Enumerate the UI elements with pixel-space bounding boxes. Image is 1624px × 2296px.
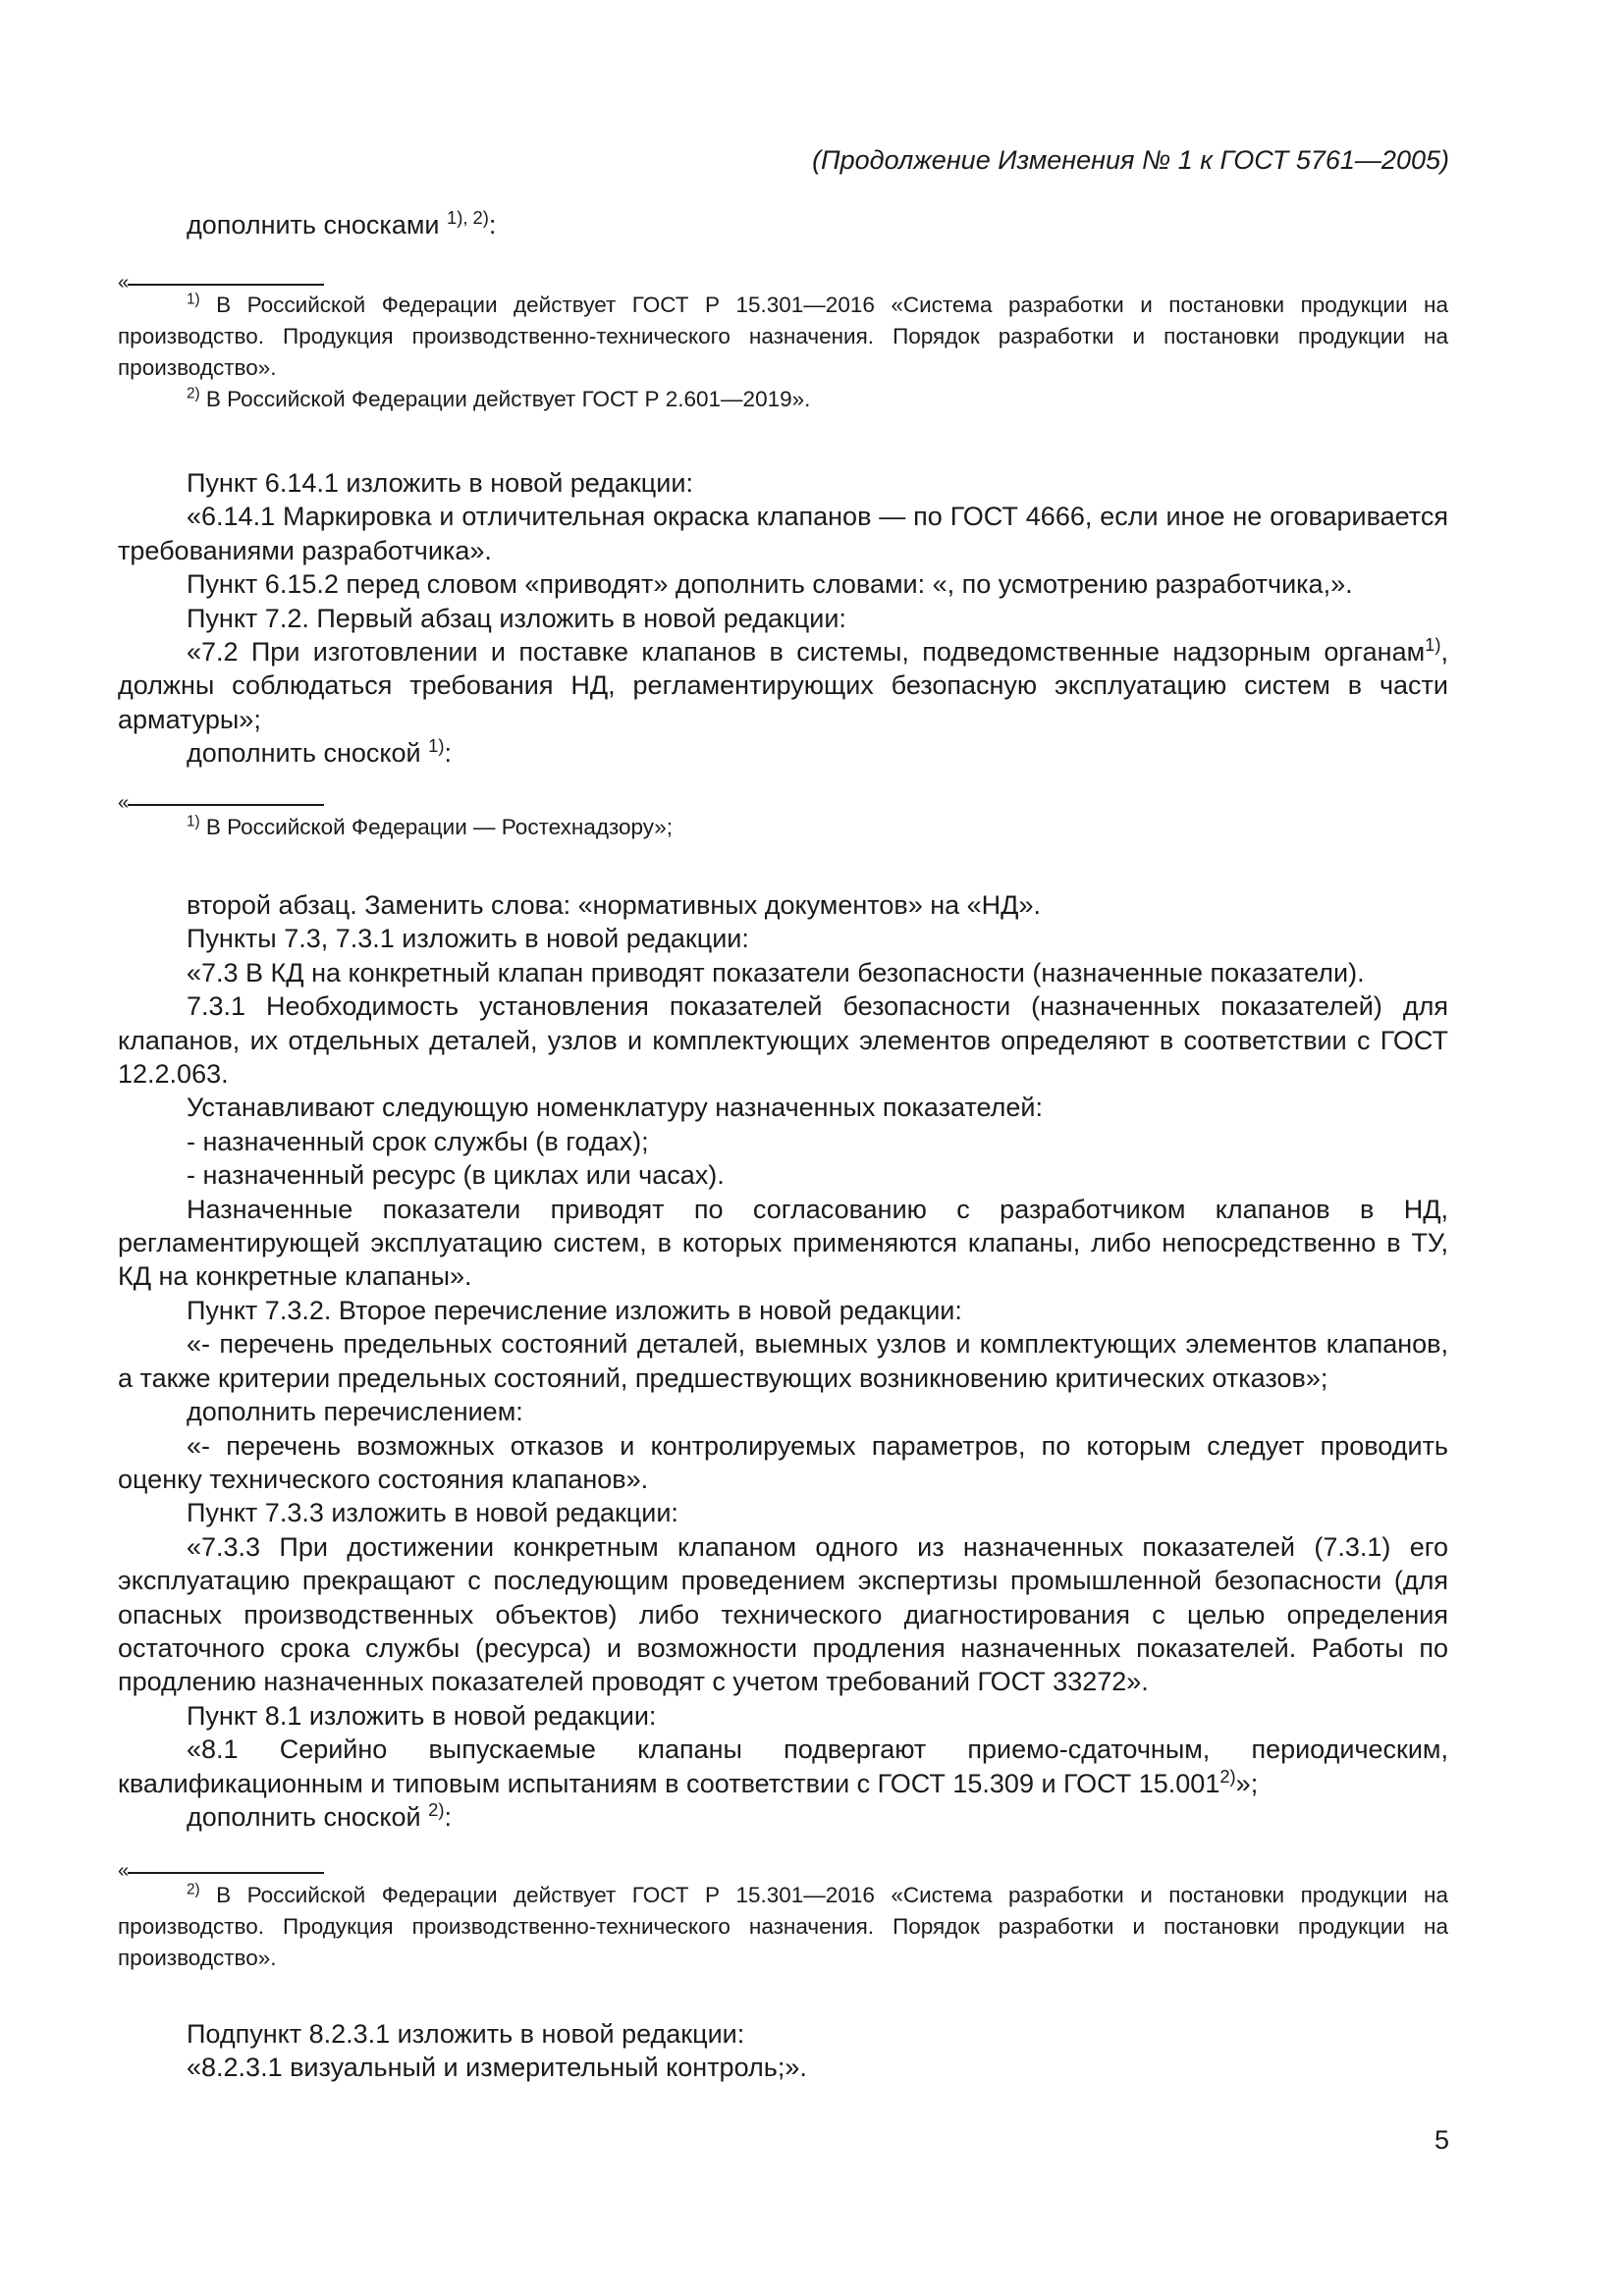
paragraph: Пункт 6.14.1 изложить в новой редакции: [187, 468, 693, 498]
paragraph: второй абзац. Заменить слова: «нормативных документов» на «НД». [187, 890, 1041, 920]
paragraph: «6.14.1 Маркировка и отличительная окраска клапанов — по ГОСТ 4666, если иное не оговаривается требованиями разработчика». [118, 502, 1448, 565]
section-amendments-8-2 [118, 2017, 1448, 2085]
footnote-block [118, 272, 1448, 415]
paragraph: «7.3 В КД на конкретный клапан приводят показатели безопасности (назначенные показатели). [187, 957, 1365, 988]
footnote-block [118, 792, 1448, 843]
footnote-ref: 1), 2) [447, 206, 489, 228]
paragraph: Устанавливают следующую номенклатуру назначенных показателей: [187, 1093, 1043, 1123]
paragraph: Пункт 7.3.3 изложить в новой редакции: [187, 1498, 678, 1528]
paragraph: «- перечень возможных отказов и контролируемых параметров, по которым следует проводить оценку технического состояния клапанов». [118, 1430, 1448, 1494]
paragraph: «- перечень предельных состояний деталей, выемных узлов и комплектующих элементов клапанов, а также критерии предельных состояний, предшествующих возникновению критических отказов»; [118, 1329, 1448, 1393]
footnote-separator: « [118, 800, 1448, 816]
paragraph: дополнить сноской $^{1)}$: [187, 735, 452, 769]
list-item: - назначенный срок службы (в годах); [187, 1126, 649, 1156]
paragraph: «8.2.3.1 визуальный и измерительный контроль;». [187, 2053, 807, 2083]
paragraph: Назначенные показатели приводят по согласованию с разработчиком клапанов в НД, регламентирующей эксплуатацию систем, в которых применяются клапаны, либо непосредственно в ТУ, КД на конкретные клапаны». [118, 1194, 1448, 1292]
paragraph: «7.3.3 При достижении конкретным клапаном одного из назначенных показателей (7.3.1) его эксплуатацию прекращают с последующим проведением экспертизы промышленной безопасности (для опасных производственных объектов) либо технического диагностирования с целью определения остаточного срока службы (ресурса) и возможности продления назначенных показателей. Работы по продлению назначенных показателей проводят с учетом требований ГОСТ 33272». [118, 1531, 1448, 1697]
paragraph: 7.3.1 Необходимость установления показателей безопасности (назначенных показателей) для клапанов, их отдельных деталей, узлов и комплектующих элементов определяют в соответствии с ГОСТ 12.2.063. [118, 991, 1448, 1090]
section-amendments-6-7 [118, 466, 1448, 771]
paragraph: Пункт 8.1 изложить в новой редакции: [187, 1700, 657, 1731]
footnote: $^{2)}$ В Российской Федерации действует ГОСТ Р 15.301—2016 «Система разработки и постановки продукции на производство. Продукция производственно-технического назначения. Порядок разработки и постановки продукции на производство». [118, 1881, 1448, 1970]
running-header: (Продолжение Изменения № 1 к ГОСТ 5761—2005) [812, 145, 1449, 175]
page-number: 5 [1434, 2125, 1449, 2155]
paragraph: «8.1 Серийно выпускаемые клапаны подвергают приемо-сдаточным, периодическим, квалификационным и типовым испытаниям в соответствии с ГОСТ 15.309 и ГОСТ 15.001$^{2)}$»; [118, 1735, 1448, 1798]
paragraph: Пункт 6.15.2 перед словом «приводят» дополнить словами: «, по усмотрению разработчика,». [187, 569, 1353, 600]
paragraph: дополнить сноской $^{2)}$: [187, 1798, 452, 1832]
footnote: $^{1)}$ В Российской Федерации — Ростехнадзору»; [187, 813, 674, 839]
section-footnotes-intro [118, 208, 1448, 241]
list-item: - назначенный ресурс (в циклах или часах). [187, 1160, 725, 1191]
paragraph: дополнить сносками $^{1), 2)}$: [187, 206, 497, 240]
footnote-block [118, 1860, 1448, 1974]
section-amendments-7-8 [118, 888, 1448, 1834]
paragraph: «7.2 При изготовлении и поставке клапанов в системы, подведомственные надзорным органам$^{1)}$, должны соблюдаться требования НД, регламентирующих безопасную эксплуатацию систем в части арматуры»; [118, 633, 1448, 734]
footnote-separator: « [118, 1868, 1448, 1884]
footnote: $^{1)}$ В Российской Федерации действует ГОСТ Р 15.301—2016 «Система разработки и постановки продукции на производство. Продукция производственно-технического назначения. Порядок разработки и постановки продукции на производство». [118, 291, 1448, 380]
paragraph: Пункт 7.3.2. Второе перечисление изложить в новой редакции: [187, 1295, 962, 1325]
footnote: $^{2)}$ В Российской Федерации действует ГОСТ Р 2.601—2019». [187, 385, 811, 411]
paragraph: Пункты 7.3, 7.3.1 изложить в новой редакции: [187, 924, 749, 954]
footnote-separator: « [118, 280, 1448, 295]
paragraph: Пункт 7.2. Первый абзац изложить в новой редакции: [187, 603, 846, 633]
paragraph: Подпункт 8.2.3.1 изложить в новой редакции: [187, 2019, 745, 2049]
paragraph: дополнить перечислением: [187, 1397, 523, 1427]
